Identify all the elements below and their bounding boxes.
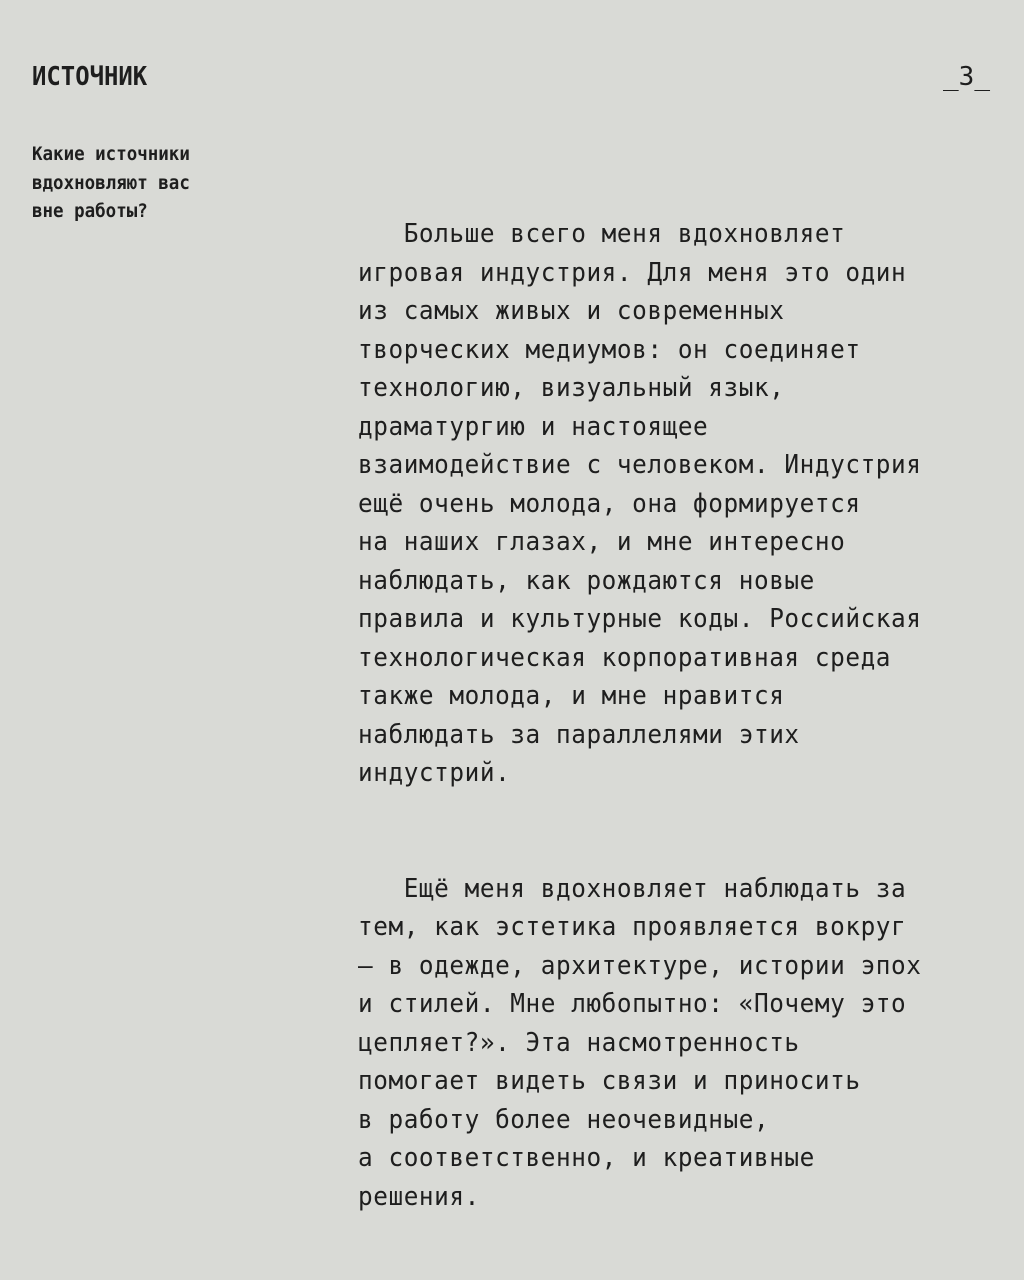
answer-paragraph-2: Ещё меня вдохновляет наблюдать за тем, как эстетика проявляется вокруг — в одежде, архитектуре, истории эпох и стилей. Мне любопытно: «Почему это цепляет?». Эта насмотренность помогает видеть связи и приносить в работу более неочевидные, а соответственно, и креативные решения.	[358, 873, 922, 1212]
page-title: ИСТОЧНИК	[32, 62, 148, 92]
answer-body	[358, 138, 958, 1255]
question-text: Какие источники вдохновляют вас вне работы?	[32, 143, 190, 222]
answer-paragraph-1: Больше всего меня вдохновляет игровая индустрия. Для меня это один из самых живых и современных творческих медиумов: он соединяет технологию, визуальный язык, драматургию и настоящее взаимодействие с человеком. Индустрия ещё очень молода, она формируется на наших глазах, и мне интересно наблюдать, как рождаются новые правила и культурные коды. Российская технологическая корпоративная среда также молода, и мне нравится наблюдать за параллелями этих индустрий.	[358, 219, 922, 788]
page-number: _3_	[943, 62, 990, 92]
